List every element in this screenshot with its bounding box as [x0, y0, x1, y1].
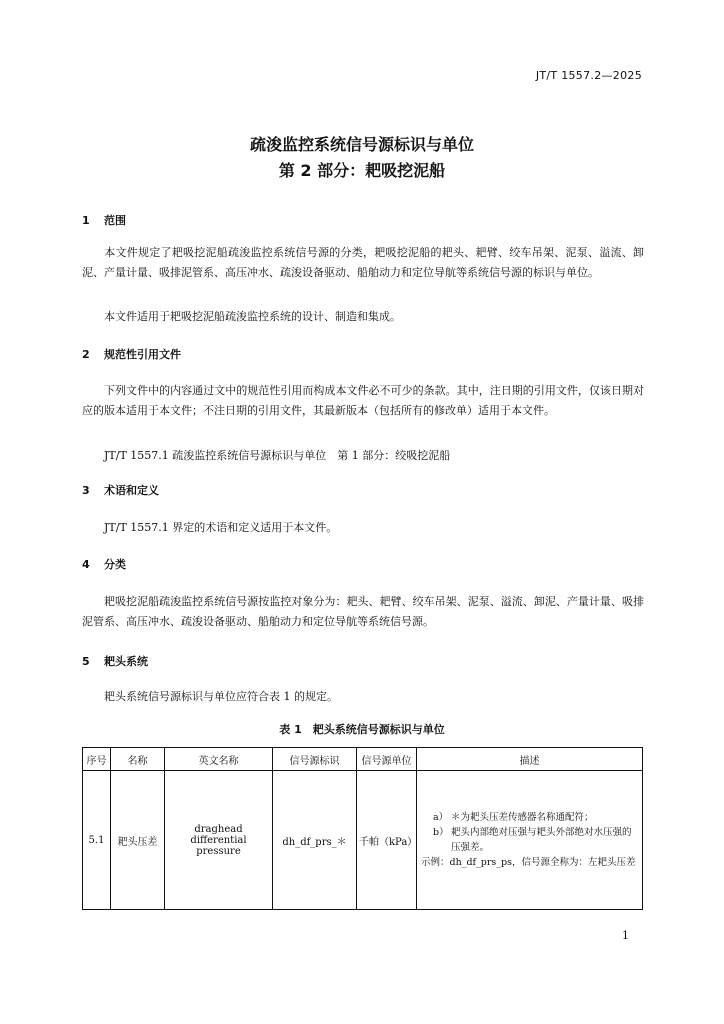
paragraph-scope-1: 本文件规定了耙吸挖泥船疏浚监控系统信号源的分类，耙吸挖泥船的耙头、耙臂、绞车吊架、泥泵、溢流、卸泥、产量计量、吸排泥管系、高压冲水、疏浚设备驱动、船舶动力和定位导航等系统信号源的标识与单位。 [82, 246, 644, 279]
paragraph-classification: 耙吸挖泥船疏浚监控系统信号源按监控对象分为：耙头、耙臂、绞车吊架、泥泵、溢流、卸泥、产量计量、吸排泥管系、高压冲水、疏浚设备驱动、船舶动力和定位导航等系统信号源。 [82, 595, 644, 628]
section-title: 规范性引用文件 [104, 348, 181, 361]
header-english: 英文名称 [165, 748, 273, 771]
table-header-row [83, 748, 643, 771]
cell-signal-id: dh_df_prs_＊ [273, 771, 357, 910]
paragraph-draghead: 耙头系统信号源标识与单位应符合表 1 的规定。 [104, 690, 338, 703]
signal-source-table [82, 747, 643, 910]
section-number: 4 [82, 558, 90, 571]
cell-signal-unit: 千帕（kPa） [357, 771, 417, 910]
header-description: 描述 [417, 748, 643, 771]
section-heading-4 [82, 556, 126, 572]
cell-description [417, 771, 643, 910]
paragraph-scope-2: 本文件适用于耙吸挖泥船疏浚监控系统的设计、制造和集成。 [104, 310, 401, 323]
section-heading-5 [82, 653, 148, 669]
section-title: 术语和定义 [104, 484, 159, 497]
paragraph-terms: JT/T 1557.1 界定的术语和定义适用于本文件。 [104, 521, 338, 534]
cell-english: draghead differential pressure [165, 771, 273, 910]
table-row [83, 771, 643, 910]
desc-item-b: b） 耙头内部绝对压强与耙头外部绝对水压强的压强差。 [433, 827, 632, 853]
header-signal-unit: 信号源单位 [357, 748, 417, 771]
header-serial: 序号 [83, 748, 111, 771]
section-title: 分类 [104, 558, 126, 571]
header-name: 名称 [111, 748, 165, 771]
section-title: 范围 [104, 214, 126, 227]
section-number: 3 [82, 484, 90, 497]
document-title: 疏浚监控系统信号源标识与单位 [249, 135, 474, 154]
normative-reference: JT/T 1557.1 疏浚监控系统信号源标识与单位 第 1 部分：绞吸挖泥船 [104, 449, 451, 462]
page-number: 1 [622, 929, 629, 942]
table-caption: 表 1 耙头系统信号源标识与单位 [279, 723, 445, 736]
paragraph-normative-1: 下列文件中的内容通过文中的规范性引用而构成本文件必不可少的条款。其中，注日期的引用文件，仅该日期对应的版本适用于本文件；不注日期的引用文件，其最新版本（包括所有的修改单）适用于本文件。 [82, 384, 644, 417]
document-subtitle: 第 2 部分：耙吸挖泥船 [278, 161, 446, 180]
section-title: 耙头系统 [104, 655, 148, 668]
header-signal-id: 信号源标识 [273, 748, 357, 771]
section-heading-2 [82, 346, 181, 362]
desc-example: 示例：dh_df_prs_ps，信号源全称为：左耙头压差 [421, 857, 636, 868]
section-number: 1 [82, 214, 90, 227]
section-number: 2 [82, 348, 90, 361]
section-heading-3 [82, 482, 159, 498]
section-heading-1 [82, 212, 126, 228]
desc-item-a: a） ＊为耙头压差传感器名称通配符； [433, 812, 594, 823]
section-number: 5 [82, 655, 90, 668]
cell-name: 耙头压差 [111, 771, 165, 910]
standard-id: JT/T 1557.2—2025 [535, 69, 642, 82]
cell-serial: 5.1 [83, 771, 111, 910]
